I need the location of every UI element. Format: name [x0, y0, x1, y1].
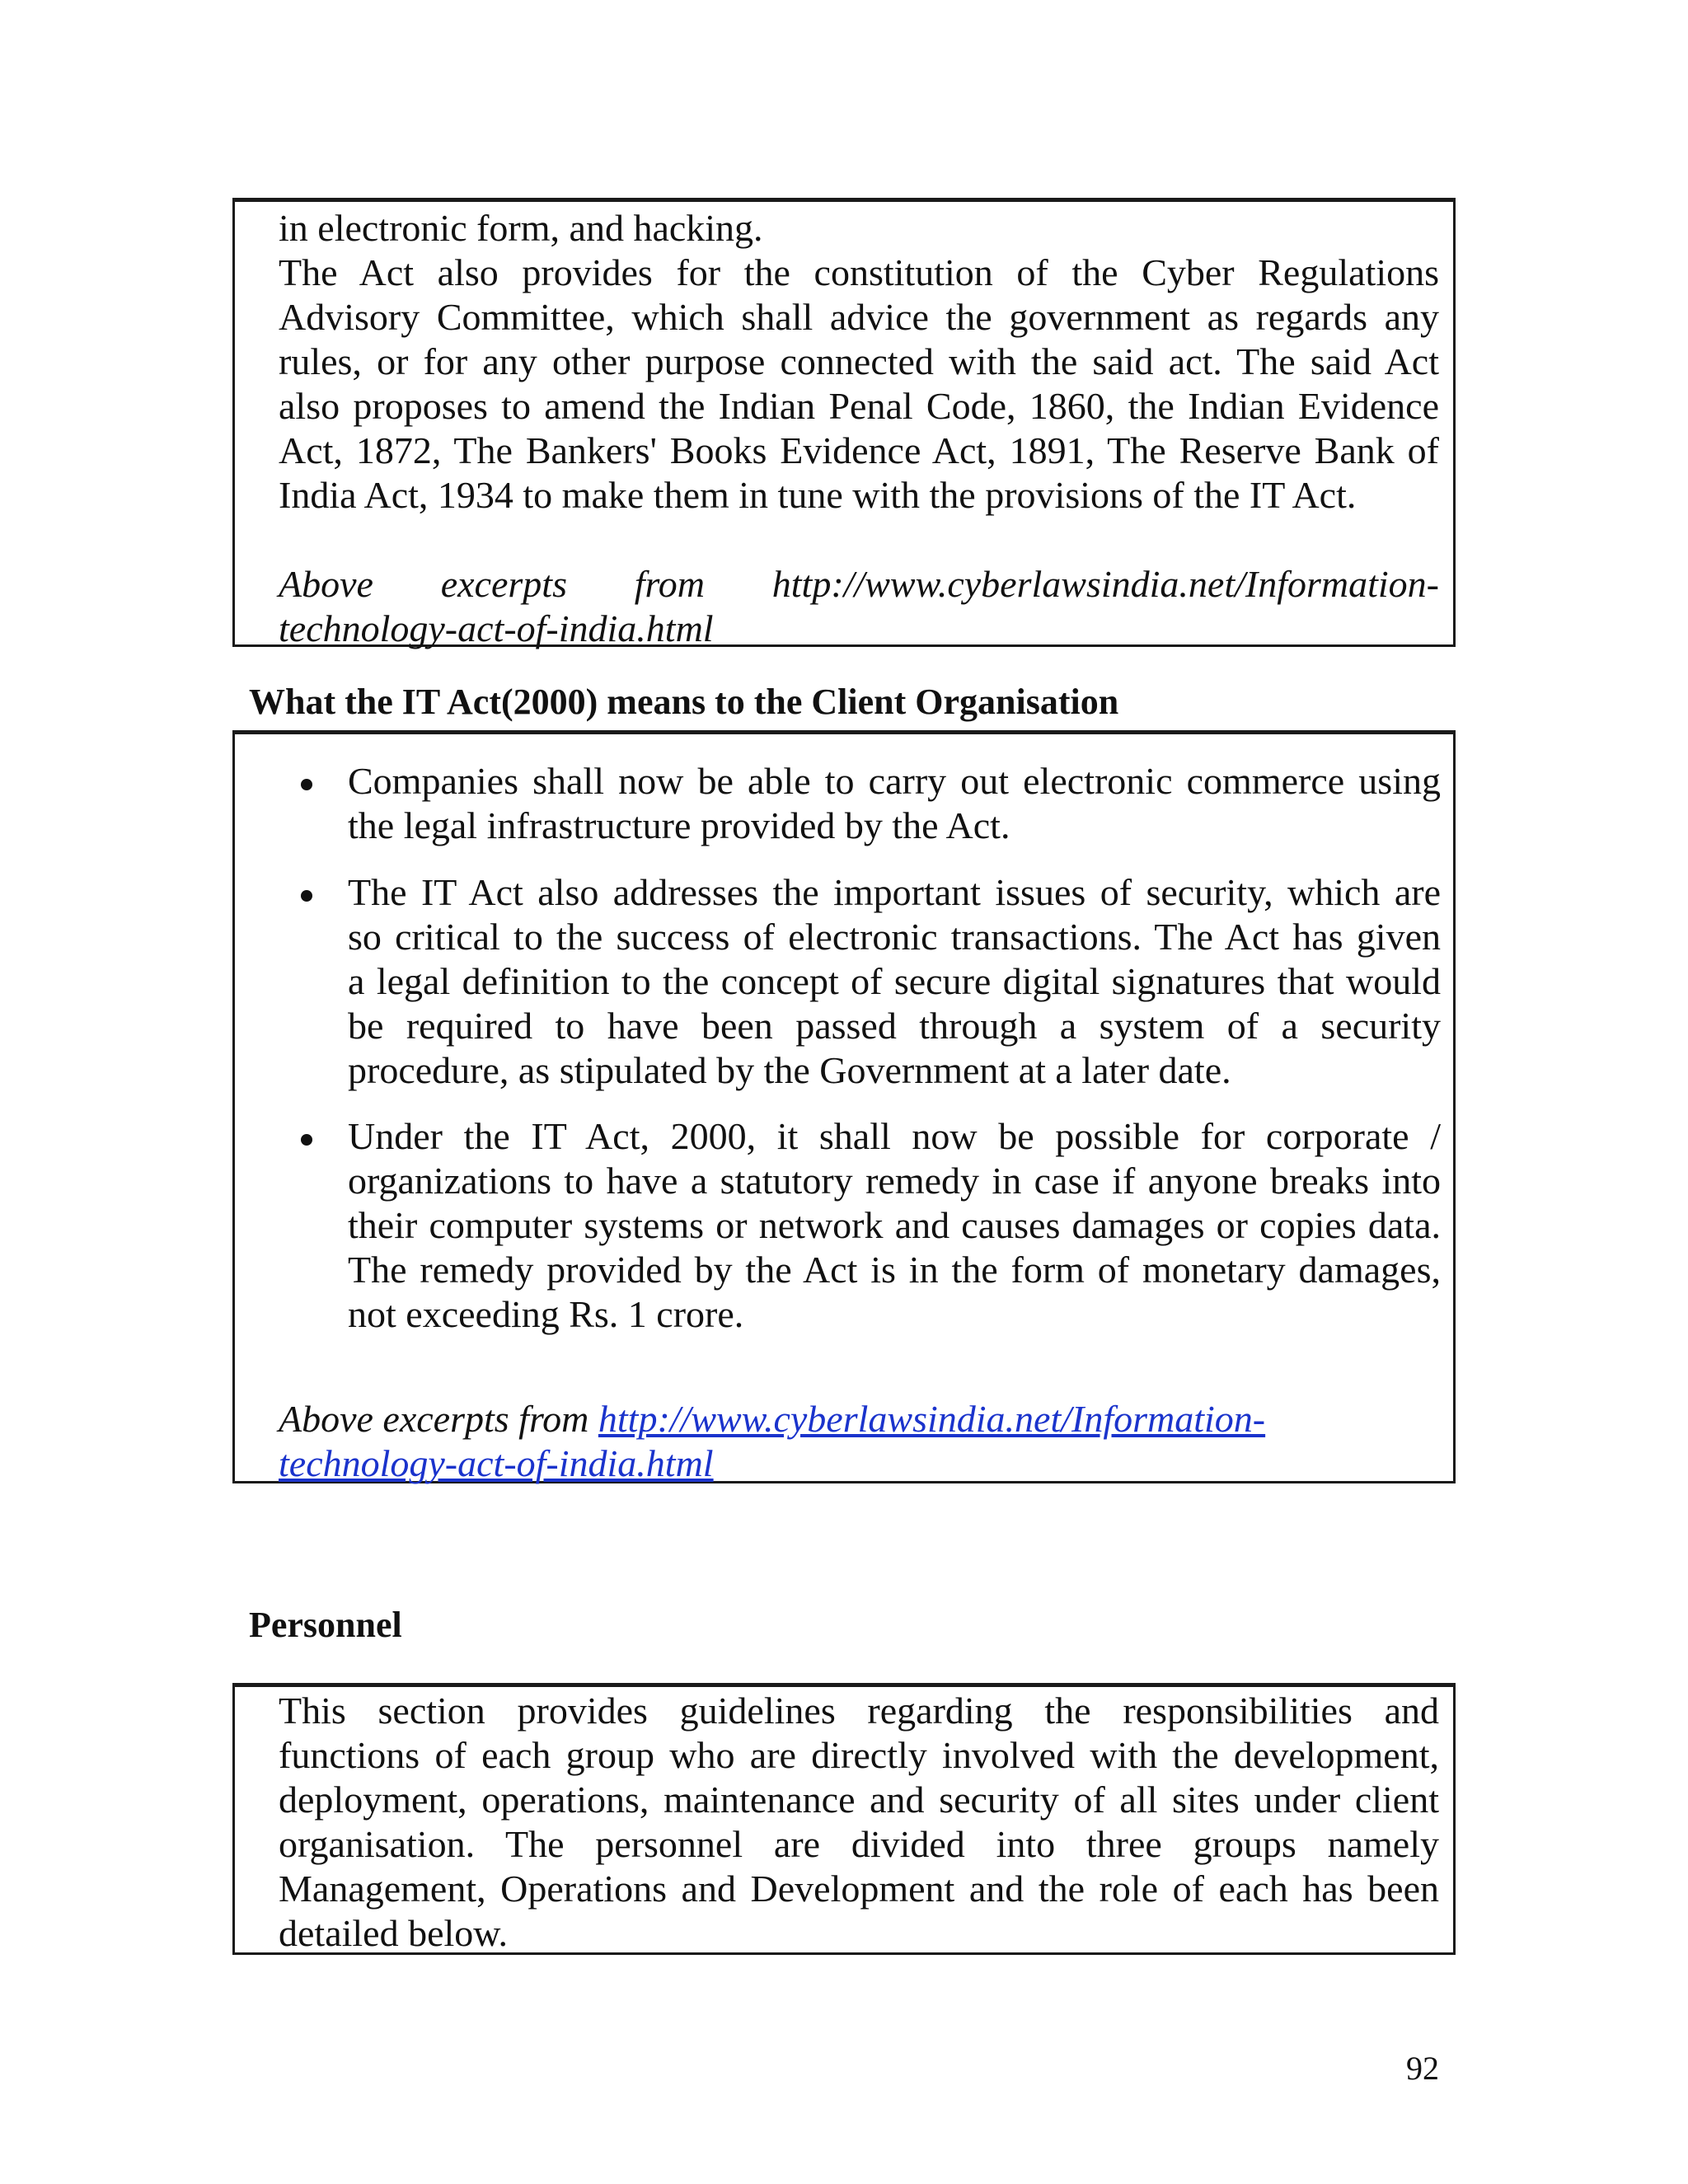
personnel-line: Management, Operations and Development and the role of each has been — [279, 1868, 1439, 1910]
excerpt-source-line: Above excerpts from http://www.cyberlawsindia.net/Information- — [279, 563, 1439, 605]
box1-line: The Act also provides for the constitution of the Cyber Regulations — [279, 251, 1439, 293]
section-heading-personnel: Personnel — [249, 1605, 402, 1645]
bullet-item — [348, 1114, 1441, 1337]
personnel-line: functions of each group who are directly involved with the development, — [279, 1734, 1439, 1776]
blank-line — [279, 518, 1439, 562]
section-heading-it-act: What the IT Act(2000) means to the Client Organisation — [249, 682, 1119, 722]
bullet-line: a legal definition to the concept of secure digital signatures that would — [348, 960, 1441, 1002]
excerpt-source-line — [279, 1441, 1439, 1486]
box1-paragraph — [279, 206, 1439, 651]
it-act-bullets-box — [232, 730, 1456, 1483]
personnel-box — [232, 1683, 1456, 1955]
bullet-line: organizations to have a statutory remedy in case if anyone breaks into — [348, 1160, 1441, 1202]
bullet-line: The IT Act also addresses the important issues of security, which are — [348, 871, 1441, 913]
excerpt-source-line: technology-act-of-india.html — [279, 607, 714, 649]
bullet-item — [348, 870, 1441, 1093]
bullet-icon — [301, 890, 312, 902]
box1-line: rules, or for any other purpose connected with the said act. The said Act — [279, 340, 1439, 382]
personnel-line: organisation. The personnel are divided into three groups namely — [279, 1823, 1439, 1865]
excerpt-link[interactable]: http://www.cyberlawsindia.net/Information- — [598, 1398, 1266, 1440]
box1-line: also proposes to amend the Indian Penal Code, 1860, the Indian Evidence — [279, 385, 1439, 427]
box1-line: Advisory Committee, which shall advice the government as regards any — [279, 296, 1439, 338]
personnel-line: deployment, operations, maintenance and security of all sites under client — [279, 1779, 1439, 1821]
excerpt-box-cyber-regulations — [232, 198, 1456, 647]
bullet-line: Companies shall now be able to carry out electronic commerce using — [348, 760, 1441, 802]
bullet-item — [348, 759, 1441, 848]
bullet-line: be required to have been passed through a system of a security — [348, 1005, 1441, 1047]
bullet-icon — [301, 779, 312, 790]
excerpt-link[interactable]: technology-act-of-india.html — [279, 1442, 714, 1484]
box1-line: Act, 1872, The Bankers' Books Evidence Act, 1891, The Reserve Bank of — [279, 429, 1439, 471]
bullet-line: their computer systems or network and causes damages or copies data. — [348, 1204, 1441, 1246]
excerpt-source — [279, 1397, 1439, 1486]
bullet-line: The remedy provided by the Act is in the form of monetary damages, — [348, 1249, 1441, 1291]
personnel-line: This section provides guidelines regarding the responsibilities and — [279, 1690, 1439, 1732]
personnel-line: detailed below. — [279, 1912, 509, 1954]
page-number: 92 — [1406, 2050, 1439, 2087]
bullet-line: procedure, as stipulated by the Government at a later date. — [348, 1049, 1231, 1091]
box1-line: India Act, 1934 to make them in tune with the provisions of the IT Act. — [279, 474, 1357, 516]
bullet-line: not exceeding Rs. 1 crore. — [348, 1293, 744, 1335]
excerpt-source-line — [279, 1397, 1439, 1441]
bullet-icon — [301, 1134, 312, 1146]
excerpt-prefix: Above excerpts from — [279, 1398, 598, 1440]
personnel-paragraph — [279, 1689, 1439, 1956]
bullet-line: so critical to the success of electronic transactions. The Act has given — [348, 916, 1441, 958]
bullet-line: the legal infrastructure provided by the Act. — [348, 804, 1010, 846]
bullet-line: Under the IT Act, 2000, it shall now be possible for corporate / — [348, 1115, 1441, 1157]
box1-line: in electronic form, and hacking. — [279, 207, 763, 249]
